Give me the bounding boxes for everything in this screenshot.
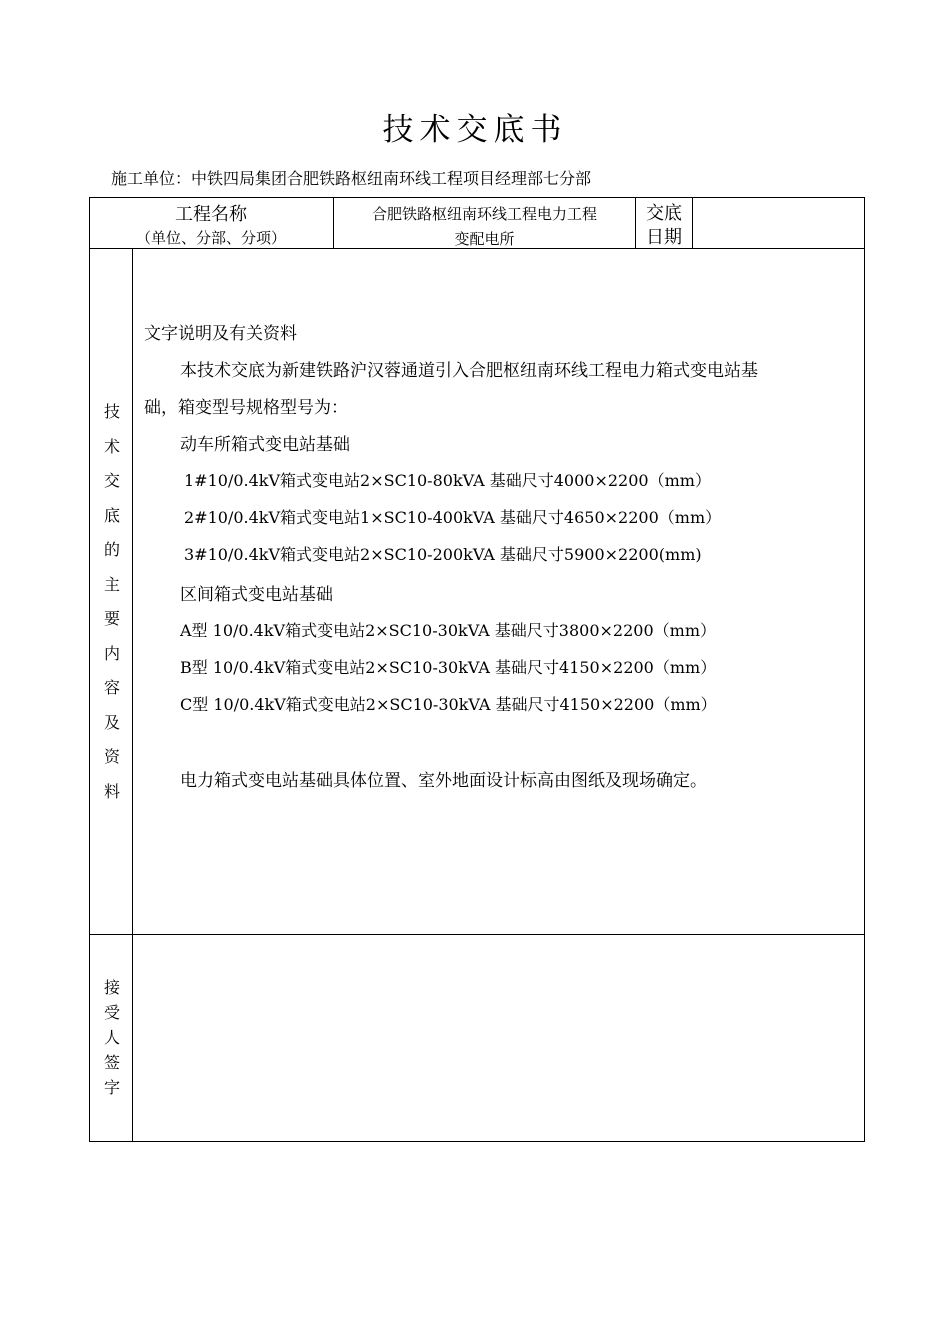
- content-label-char: 容: [103, 678, 120, 697]
- label-column-divider: [132, 248, 133, 1142]
- content-intro-line1: 本技术交底为新建铁路沪汉蓉通道引入合肥枢纽南环线工程电力箱式变电站基: [180, 361, 758, 381]
- table-border-top: [89, 197, 865, 198]
- table-border-bottom: [89, 1141, 865, 1142]
- group1-item: 3#10/0.4kV箱式变电站2×SC10-200kVA 基础尺寸5900×2200(mm): [184, 545, 702, 564]
- group2-item: B型 10/0.4kV箱式变电站2×SC10-30kVA 基础尺寸4150×2200（mm）: [180, 658, 717, 677]
- content-label-char: 资: [103, 747, 120, 766]
- header-divider-3: [692, 197, 693, 249]
- project-name-value-line2: 变配电所: [454, 230, 515, 248]
- signature-label-char: 接: [103, 978, 120, 997]
- group2-item: C型 10/0.4kV箱式变电站2×SC10-30kVA 基础尺寸4150×2200（mm）: [180, 695, 717, 714]
- content-label-char: 料: [103, 781, 120, 801]
- group1-title: 动车所箱式变电站基础: [180, 435, 350, 455]
- content-label-char: 内: [103, 643, 120, 663]
- content-intro-line2: 础，箱变型号规格型号为：: [144, 398, 348, 418]
- group1-item: 1#10/0.4kV箱式变电站2×SC10-80kVA 基础尺寸4000×2200（mm）: [184, 471, 711, 490]
- project-name-label: 工程名称: [175, 204, 247, 225]
- table-border-left: [89, 197, 90, 1142]
- content-heading: 文字说明及有关资料: [144, 324, 297, 344]
- content-label: [97, 395, 127, 809]
- content-label-char: 要: [103, 609, 120, 628]
- content-label-char: 底: [103, 505, 120, 525]
- content-label-char: 及: [103, 712, 120, 732]
- date-label-line1: 交底: [646, 203, 682, 224]
- signature-label: [97, 975, 127, 1100]
- project-name-sublabel: （单位、分部、分项）: [135, 229, 286, 247]
- signature-label-char: 签: [103, 1053, 120, 1072]
- project-name-value-line1: 合肥铁路枢纽南环线工程电力工程: [371, 205, 597, 223]
- disclosure-table: [89, 197, 865, 1142]
- construction-unit: 施工单位：中铁四局集团合肥铁路枢纽南环线工程项目经理部七分部: [111, 169, 592, 188]
- content-label-char: 交: [103, 471, 120, 490]
- signature-label-char: 字: [103, 1078, 120, 1097]
- group1-item: 2#10/0.4kV箱式变电站1×SC10-400kVA 基础尺寸4650×2200（mm）: [184, 508, 722, 527]
- content-label-char: 的: [103, 540, 120, 559]
- document-title: 技术交底书: [382, 112, 568, 148]
- content-label-char: 技: [103, 402, 120, 421]
- signature-label-char: 人: [103, 1028, 120, 1047]
- group2-item: A型 10/0.4kV箱式变电站2×SC10-30kVA 基础尺寸3800×2200（mm）: [180, 621, 716, 640]
- content-label-char: 术: [103, 436, 120, 456]
- group2-title: 区间箱式变电站基础: [180, 585, 333, 605]
- table-border-right: [864, 197, 865, 1142]
- content-label-char: 主: [103, 574, 120, 594]
- content-note: 电力箱式变电站基础具体位置、室外地面设计标高由图纸及现场确定。: [180, 771, 707, 791]
- content-row-divider: [89, 934, 865, 935]
- date-label-line2: 日期: [646, 227, 682, 248]
- signature-label-char: 受: [103, 1003, 120, 1022]
